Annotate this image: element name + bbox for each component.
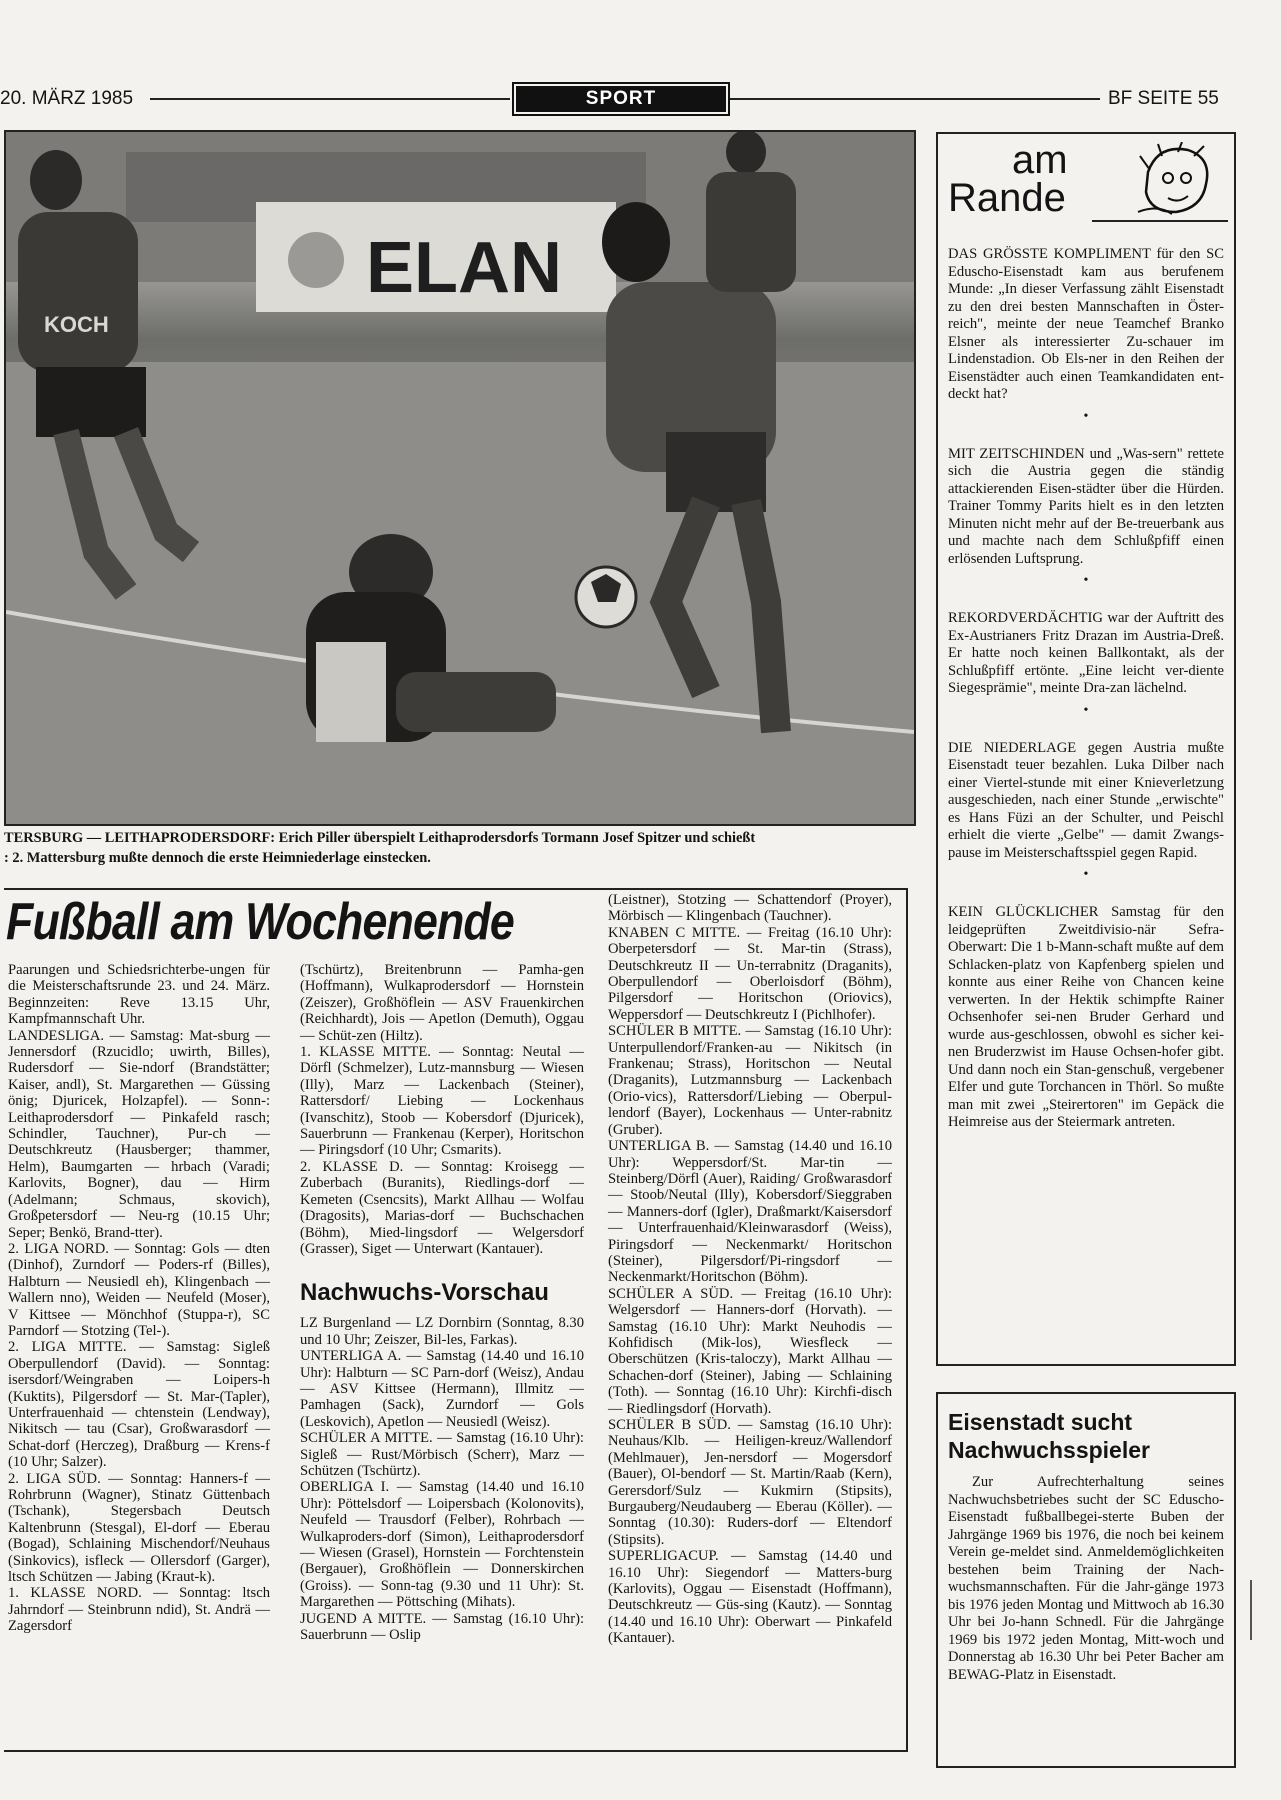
- player-left-shorts: [36, 367, 146, 437]
- board-logo: [288, 232, 344, 288]
- paragraph: UNTERLIGA A. — Samstag (14.40 und 16.10 Uhr): Halbturn — SC Parn-dorf (Weisz), Andau — ASV Kittsee (Hermann), Illmitz — Pamhagen (Sack), Zurndorf — Gols (Leskovich), Apetlon — Neusiedl (Weisz).: [300, 1348, 584, 1430]
- logo-line-rande: Rande: [948, 176, 1066, 220]
- logo-line-am: am: [1012, 138, 1068, 182]
- paragraph: MIT ZEITSCHINDEN und „Was-sern" rettete sich die Austria gegen die ständig attackierenden Eisen-städter über die Hürden. Trainer Tommy Parits hielt es in den letzten Minuten nicht mehr auf der Be-treuerbank aus und machte nach dem Schlußpfiff einen erlösenden Luftsprung.: [948, 445, 1224, 567]
- bullet-separator: •: [1083, 867, 1089, 882]
- paragraph: LANDESLIGA. — Samstag: Mat-sburg — Jennersdorf (Rzucidlo; uwirth, Billes), Rudersdorf — Sie-ndorf (Brandstätter; Kaiser, andl), St. Margarethen — Güssing önig; Djuricek, Holzapfel). — Sonn-: Leithaprodersdorf — Pinkafeld rasch; Schindler, Tauchner), Pur-ch — Deutschkreutz (Hausberger; thammer, Helm), Baumgarten — hrbach (Varadi; Karlovits, Bogner), dau — Hirm (Adelmann; Schmaus, skovich), Großpetersdorf — Neu-rg (10.15 Uhr; Seper; Benkö, Brand-tter).: [8, 1027, 270, 1241]
- match-photo: [4, 130, 916, 826]
- paragraph: OBERLIGA I. — Samstag (14.40 und 16.10 Uhr): Pöttelsdorf — Loipersbach (Kolonovits), Neufeld — Trausdorf (Felber), Rohrbach — Wulkaproders-dorf (Simon), Leithaprodersdorf — Wiesen (Grasel), Hornstein — Forchtenstein (Bergauer), Großhöflein — Donnerskirchen (Groiss). — Sonn-tag (9.30 und 11 Uhr): St. Margarethen — Pöttsching (Mihats).: [300, 1479, 584, 1611]
- am-rande-logo: [942, 138, 1228, 226]
- paragraph: SCHÜLER B SÜD. — Samstag (16.10 Uhr): Neuhaus/Klb. — Heiligen-kreuz/Wallendorf (Mehlmauer), Jen-nersdorf — Mogersdorf (Bauer), Ol-bendorf — St. Martin/Raab (Kern), Gerersdorf/Sulz — Kukmirn (Stipsits), Burgauberg/Neudauberg — Eberau (Köller). — Sonntag (10.30): Ruders-dorf — Eltendorf (Stipsits).: [608, 1417, 892, 1548]
- paragraph: LZ Burgenland — LZ Dornbirn (Sonntag, 8.30 und 10 Uhr; Zeiszer, Bil-les, Farkas).: [300, 1315, 584, 1348]
- page-edge-mark: [1250, 1580, 1252, 1640]
- article-column-1: [8, 962, 270, 1635]
- background-player-head: [726, 132, 766, 174]
- paragraph: 1. KLASSE NORD. — Sonntag: ltsch Jahrndorf — Steinbrunn ndid), St. Andrä — Zagersdorf: [8, 1585, 270, 1635]
- header-rule-left: [150, 98, 510, 100]
- banner-text: ELAN: [366, 228, 562, 308]
- player-right-head: [602, 202, 670, 282]
- paragraph: JUGEND A MITTE. — Samstag (16.10 Uhr): Sauerbrunn — Oslip: [300, 1610, 584, 1644]
- am-rande-box: [936, 132, 1236, 1366]
- paragraph: 1. KLASSE MITTE. — Sonntag: Neutal — Dörfl (Schmelzer), Lutz-mannsburg — Wiesen (Illy), Marz — Lackenbach (Steiner), Rattersdorf/ Liebing — Lockenhaus (Ivanschitz), Stoob — Kobersdorf (Djuricek), Sauerbrunn — Frankenau (Kerper), Horitschon — Piringsdorf (10 Uhr; Csmarits).: [300, 1044, 584, 1159]
- section-label: [512, 82, 730, 116]
- paragraph: (Tschürtz), Breitenbrunn — Pamha-gen (Hoffmann), Wulkaprodersdorf — Hornstein (Zeiszer), Großhöflein — ASV Frauenkirchen (Reichhardt), Jois — Apetlon (Demuth), Oggau — Schüt-zen (Hiltz).: [300, 962, 584, 1044]
- paragraph: SCHÜLER A SÜD. — Freitag (16.10 Uhr): Welgersdorf — Hanners-dorf (Horvath). — Samstag (16.10 Uhr): Markt Neuhodis — Kohfidisch (Mik-los), Wiesfleck — Oberschützen (Kris-taloczy), Markt Allhau — Schachen-dorf (Steiner), Jabing — Schlaining (Toth). — Sonntag (16.10 Uhr): Kirchfi-disch — Riedlingsdorf (Horvath).: [608, 1285, 892, 1417]
- paragraph: SCHÜLER A MITTE. — Samstag (16.10 Uhr): Sigleß — Rust/Mörbisch (Scherr), Marz — Schützen (Tschürtz).: [300, 1430, 584, 1479]
- paragraph: 2. LIGA SÜD. — Sonntag: Hanners-f — Rohrbrunn (Wagner), Stinatz Güttenbach (Tschank), Stegersbach Deutsch Kaltenbrunn (Stesgal), El-dorf — Eberau (Bogad), Schlaining Mischendorf/Neuhaus (Sinkovics), isfleck — Ollersdorf (Garger), ltsch Schützen — Jabing (Kraut-k).: [8, 1470, 270, 1586]
- page-number: BF SEITE 55: [1108, 88, 1219, 109]
- bullet-separator: •: [1083, 702, 1089, 718]
- header-rule-right: [730, 98, 1100, 100]
- paragraph: REKORDVERDÄCHTIG war der Auftritt des Ex-Austrianers Fritz Drazan im Austria-Dreß. Er hatte noch keinen Ballkontakt, als der Schlußpfiff ertönte. „Eine leicht ver-diente Siegesprämie", meinte Dra-zan lächelnd.: [948, 610, 1224, 696]
- article-column-3: [608, 892, 892, 1647]
- nachwuchs-heading: Nachwuchs-Vorschau: [300, 1279, 549, 1307]
- paragraph: KNABEN C MITTE. — Freitag (16.10 Uhr): Oberpetersdorf — St. Mar-tin (Strass), Deutschkreutz II — Un-terrabnitz (Draganits), Oberpullendorf — Oberloisdorf (Böhm), Pilgersdorf — Horitschon (Oriovics), Weppersdorf — Deutschkreutz I (Pichlhofer).: [608, 924, 892, 1023]
- background-player-body: [706, 172, 796, 292]
- caption-line-1: TERSBURG — LEITHAPRODERSDORF: Erich Piller überspielt Leithaprodersdorfs Tormann Josef Spitzer und schießt: [4, 830, 756, 846]
- caption-line-2: : 2. Mattersburg mußte dennoch die erste Heimniederlage einstecken.: [4, 850, 431, 866]
- paragraph: 2. LIGA MITTE. — Samstag: Sigleß Oberpullendorf (David). — Sonntag: isersdorf/Weingraben — Loipers-h (Kuktits), Pilgersdorf — St. Mar-(Tapler), Unterfrauenhaid — chtenstein (Lendway), Nikitsch — tau (Csar), Großwarasdorf — Schat-dorf (Herczeg), Draßburg — Krens-f (10 Uhr; Salzer).: [8, 1339, 270, 1471]
- paragraph: KEIN GLÜCKLICHER Samstag für den leidgeprüften Zweitdivisio-när Sefra-Oberwart: Die 1 b-Mann-schaft mußte auf dem Schlacken-platz von Kapfenberg spielen und konnte aus einer Reihe von Chancen keine verwerten. In der Hektik schimpfte Rainer Ochsenhofer sei-nen Bruder Gerhard und wurde aus-geschlossen, obwohl es sicher kei-nen Bruderzwist im Hause Ochsen-hofer gibt. Und dann noch ein Stan-genschuß, vergebener Elfer und gute Torchancen in Thörl. So mußte man mit zwei „Steirertoren" im Gepäck die Heimreise aus der Steiermark antreten.: [948, 904, 1224, 1130]
- section-label-text: SPORT: [516, 86, 726, 112]
- goalkeeper-legs: [396, 672, 556, 732]
- player-left-head: [30, 150, 82, 210]
- paragraph: UNTERLIGA B. — Samstag (14.40 und 16.10 Uhr): Weppersdorf/St. Mar-tin — Steinberg/Dörfl (Auer), Raiding/ Großwarasdorf — Stoob/Neutal (Illy), Kobersdorf/Sieggraben — Manners-dorf (Igler), Draßmarkt/Kaisersdorf — Unterfrauenhaid/Kleinwarasdorf (Weiss), Piringsdorf — Neckenmarkt/ Horitschon (Steiner), Pilgersdorf/Pi-ringsdorf — Neckenmarkt/Horitschon (Böhm).: [608, 1138, 892, 1286]
- paragraph: 2. LIGA NORD. — Sonntag: Gols — dten (Dinhof), Zurndorf — Poders-rf (Billes), Halbturn — Neusiedl eh), Klingenbach — Wallern nno), Weiden — Neufeld (Moser), V Kittsee — Mönchhof (Stuppa-r), SC Parndorf — Stotzing (Tel-).: [8, 1240, 270, 1339]
- bullet-separator: •: [1083, 573, 1089, 588]
- bullet-separator: •: [1083, 408, 1089, 424]
- paragraph: SUPERLIGACUP. — Samstag (14.40 und 16.10 Uhr): Siegendorf — Matters-burg (Karlovits), Oggau — Eisenstadt (Hoffmann), Deutschkreutz — Güs-sing (Kautz). — Sonntag (14.40 und 16.10 Uhr): Oberwart — Pinkafeld (Kantauer).: [608, 1548, 892, 1647]
- recruitment-title-line-2: Nachwuchsspieler: [948, 1437, 1150, 1463]
- paragraph: (Leistner), Stotzing — Schattendorf (Proyer), Mörbisch — Klingenbach (Tauchner).: [608, 892, 892, 925]
- paragraph: Paarungen und Schiedsrichterbe-ungen für die Meisterschaftsrunde 23. und 24. März. Beginnzeiten: Reve 13.15 Uhr, Kampfmannschaft Uhr.: [8, 962, 270, 1028]
- player-right-shorts: [666, 432, 766, 512]
- paragraph: 2. KLASSE D. — Sonntag: Kroisegg — Zuberbach (Buranits), Riedlings-dorf — Kemeten (Csencsits), Markt Allhau — Wolfau (Dragosits), Marias-dorf — Buchschachen (Böhm), Mied-lingsdorf — Welgersdorf (Grasser), Siget — Unterwart (Kantauer).: [300, 1158, 584, 1257]
- match-photo-drawing: [6, 132, 914, 824]
- caricature-icon: [1128, 142, 1218, 222]
- recruitment-box: [936, 1392, 1236, 1768]
- paragraph: SCHÜLER B MITTE. — Samstag (16.10 Uhr): Unterpullendorf/Franken-au — Nikitsch (in Frankenau; Strass), Horitschon — Neutal (Draganits), Lutzmannsburg — Lackenbach (Orio-vics), Rattersdorf/Liebing — Oberpul-lendorf (Bayer), Lockenhaus — Unter-rabnitz (Gruber).: [608, 1023, 892, 1138]
- article-title: Fußball am Wochenende: [6, 893, 514, 951]
- issue-date: 20. MÄRZ 1985: [0, 88, 134, 109]
- paragraph: DIE NIEDERLAGE gegen Austria mußte Eisenstadt teuer bezahlen. Luka Dilber nach einer Viertel-stunde mit einer Knieverletzung ausgeschieden, nach einer Stunde „erwischte" es Hans Füzi an der Schulter, und Peischl erhielt die vierte „Gelbe" — damit Zwangs-pause im Meisterschaftsspiel gegen Rapid.: [948, 739, 1224, 861]
- paragraph: DAS GRÖSSTE KOMPLIMENT für den SC Eduscho-Eisenstadt kam aus berufenem Munde: „In dieser Verfassung zählt Eisenstadt zu den drei besten Mannschaften in Öster-reich", meinte der neue Teamchef Branko Elsner als interessierter Zu-schauer im Lindenstadion. Ob Els-ner in den Reihen der Eisenstädter auch einen Teamkandidaten ent-deckt hat?: [948, 246, 1224, 402]
- goalkeeper-shirt-stripes: [316, 642, 386, 742]
- article-column-2: [300, 962, 584, 1643]
- recruitment-title-line-1: Eisenstadt sucht: [948, 1409, 1133, 1435]
- player-left-shirt: [18, 212, 138, 372]
- recruitment-text: Zur Aufrechterhaltung seines Nachwuchsbetriebes sucht der SC Eduscho-Eisenstadt fußballbegei-sterte Buben der Jahrgänge 1969 bis 1976, die noch bei keinem Verein ge-meldet sind. Anmeldemöglichkeiten bestehen beim Training der Nach-wuchsmannschaften. Für die Jahr-gänge 1973 bis 1976 jeden Montag und Mittwoch ab 16.30 Uhr bei Jo-hann Schnedl. Für die Jahrgänge 1969 bis 1972 jeden Montag, Mitt-woch und Donnerstag ab 16.30 Uhr bei Peter Bacher am BEWAG-Platz in Eisenstadt.: [948, 1474, 1224, 1683]
- shirt-text: KOCH: [44, 312, 109, 337]
- recruitment-title: [948, 1408, 1150, 1464]
- am-rande-text: [948, 246, 1224, 1132]
- photo-caption: [4, 828, 912, 868]
